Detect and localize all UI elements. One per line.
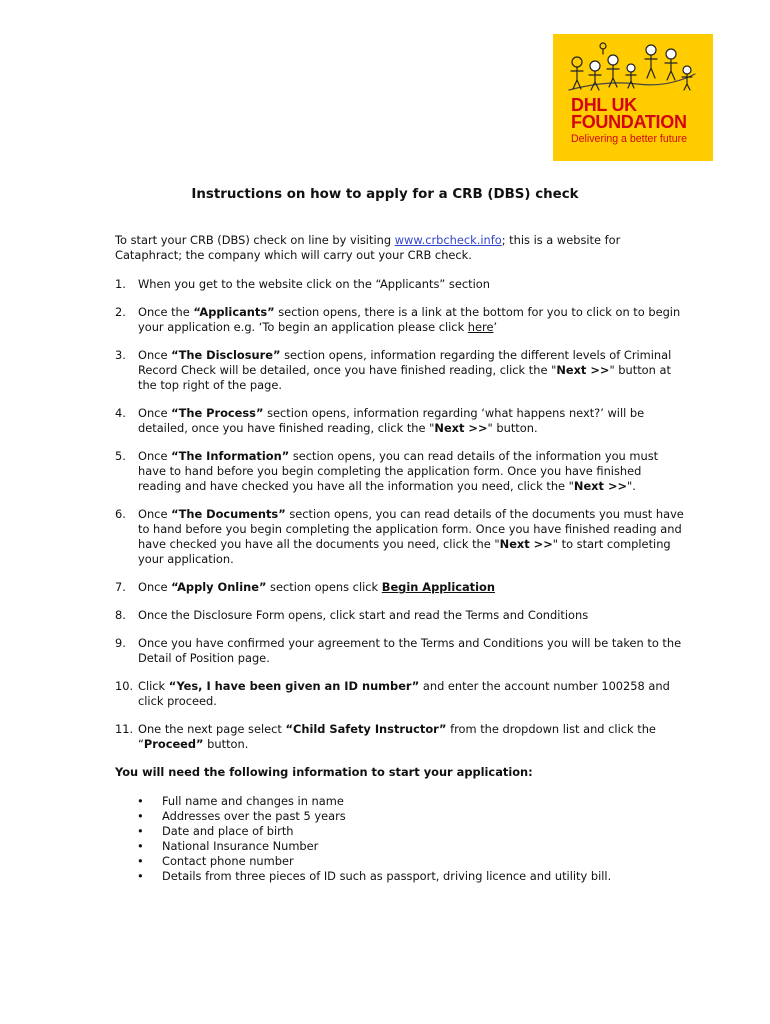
requirement-text: Full name and changes in name (162, 794, 344, 808)
step-text-part: section opens, information regarding the different levels of Criminal Record Check will be detailed, once you have finished reading, click the " (138, 348, 672, 377)
intro-paragraph (115, 233, 685, 263)
step-text-part: section opens click (266, 580, 382, 594)
step-text (138, 580, 495, 594)
bullet-icon: • (137, 854, 144, 868)
step-text-part: here (467, 320, 494, 334)
requirement-item (115, 824, 685, 839)
step-emphasis: Next >> (499, 537, 553, 551)
step-text-part: Once the Disclosure Form opens, click start and read the Terms and Conditions (138, 608, 589, 622)
step-text-part: Once (138, 449, 172, 463)
step-item (115, 277, 685, 292)
step-item (115, 636, 685, 666)
step-text-part: Click (138, 679, 169, 693)
step-emphasis: Begin Application (381, 580, 495, 594)
step-emphasis: “Child Safety Instructor” (285, 722, 447, 736)
step-item (115, 722, 685, 752)
step-emphasis: Next >> (434, 421, 488, 435)
step-number: 2. (115, 305, 126, 319)
step-text (138, 608, 588, 622)
step-text-part: ’ (493, 320, 498, 334)
step-text-part: Once (138, 580, 172, 594)
step-item (115, 348, 685, 393)
step-text-part: " button. (487, 421, 538, 435)
step-text-part: Once (138, 348, 172, 362)
step-item (115, 679, 685, 709)
bullet-icon: • (137, 869, 144, 883)
step-emphasis: “Yes, I have been given an ID number” (168, 679, 420, 693)
step-text (138, 722, 656, 751)
step-text-part: " to start completing your application. (138, 537, 671, 566)
step-number: 10. (115, 679, 134, 693)
step-text (138, 507, 684, 566)
requirement-item (115, 809, 685, 824)
step-text-part: Once the (138, 305, 194, 319)
children-illustration-icon (567, 40, 699, 96)
step-text-part: Once you have confirmed your agreement to the Terms and Conditions you will be taken to the Detail of Position page. (138, 636, 682, 665)
step-text (138, 679, 670, 708)
step-number: 11. (115, 722, 134, 736)
step-text-part: from the dropdown list and click the “ (138, 722, 656, 751)
step-text-part: section opens, there is a link at the bottom for you to click on to begin your application e.g. ‘To begin an application please click (138, 305, 681, 334)
step-text (138, 449, 658, 493)
intro-text-before: To start your CRB (DBS) check on line by visiting (115, 233, 395, 247)
requirement-text: Addresses over the past 5 years (162, 809, 346, 823)
step-text-part: Once (138, 507, 172, 521)
requirement-item (115, 794, 685, 809)
step-number: 4. (115, 406, 126, 420)
step-text (138, 305, 680, 334)
step-text-part: " button at the top right of the page. (138, 363, 671, 392)
dhl-uk-foundation-logo (553, 34, 713, 161)
step-text (138, 406, 644, 435)
step-emphasis: Proceed” (143, 737, 204, 751)
step-item (115, 449, 685, 494)
steps-list (115, 277, 685, 752)
requirement-text: Date and place of birth (162, 824, 294, 838)
requirement-text: National Insurance Number (162, 839, 319, 853)
logo-text-line1: DHL UK (571, 95, 637, 115)
step-text-part: When you get to the website click on the “Applicants” section (138, 277, 490, 291)
document-body (115, 233, 685, 884)
step-emphasis: “The Information” (171, 449, 290, 463)
step-text-part: ". (627, 479, 636, 493)
bullet-icon: • (137, 794, 144, 808)
bullet-icon: • (137, 809, 144, 823)
step-emphasis: Next >> (556, 363, 610, 377)
step-emphasis: “Applicants” (193, 305, 275, 319)
requirement-item (115, 869, 685, 884)
requirements-list (115, 794, 685, 884)
step-text-part: section opens, you can read details of the documents you must have to hand before you begin completing the application form. Once you have finished reading and have checked you have all the documents you need, click the " (138, 507, 684, 551)
bullet-icon: • (137, 824, 144, 838)
step-item (115, 580, 685, 595)
step-text-part: One the next page select (138, 722, 286, 736)
step-text-part: Once (138, 406, 172, 420)
step-number: 8. (115, 608, 126, 622)
crbcheck-link[interactable]: www.crbcheck.info (394, 233, 502, 247)
step-number: 1. (115, 277, 126, 291)
step-text (138, 277, 490, 291)
requirement-text: Contact phone number (162, 854, 294, 868)
step-item (115, 406, 685, 436)
requirements-heading: You will need the following information to start your application: (115, 765, 533, 779)
step-emphasis: “The Process” (171, 406, 264, 420)
step-number: 9. (115, 636, 126, 650)
logo-tagline: Delivering a better future (571, 133, 688, 145)
step-number: 6. (115, 507, 126, 521)
step-text-part: and enter the account number 100258 and click proceed. (138, 679, 670, 708)
step-text (138, 348, 671, 392)
requirement-item (115, 854, 685, 869)
bullet-icon: • (137, 839, 144, 853)
step-emphasis: “Apply Online” (171, 580, 267, 594)
requirement-item (115, 839, 685, 854)
step-emphasis: Next >> (573, 479, 628, 493)
logo-text-line2: FOUNDATION (571, 112, 687, 132)
step-number: 5. (115, 449, 126, 463)
step-item (115, 608, 685, 623)
step-emphasis: “The Disclosure” (171, 348, 281, 362)
step-text-part: button. (203, 737, 249, 751)
step-item (115, 305, 685, 335)
step-text-part: section opens, you can read details of the information you must have to hand before you begin completing the application form. Once you have finished reading and have checked you have all the information you need, click the " (138, 449, 659, 493)
step-emphasis: “The Documents” (171, 507, 286, 521)
step-text-part: section opens, information regarding ‘what happens next?’ will be detailed, once you have finished reading, click the " (138, 406, 645, 435)
document-title: Instructions on how to apply for a CRB (DBS) check (191, 187, 579, 202)
step-number: 7. (115, 580, 126, 594)
requirement-text: Details from three pieces of ID such as passport, driving licence and utility bill. (162, 869, 612, 883)
intro-text-after: ; this is a website for Cataphract; the company which will carry out your CRB check. (115, 233, 621, 262)
step-number: 3. (115, 348, 126, 362)
step-item (115, 507, 685, 567)
step-text (138, 636, 681, 665)
